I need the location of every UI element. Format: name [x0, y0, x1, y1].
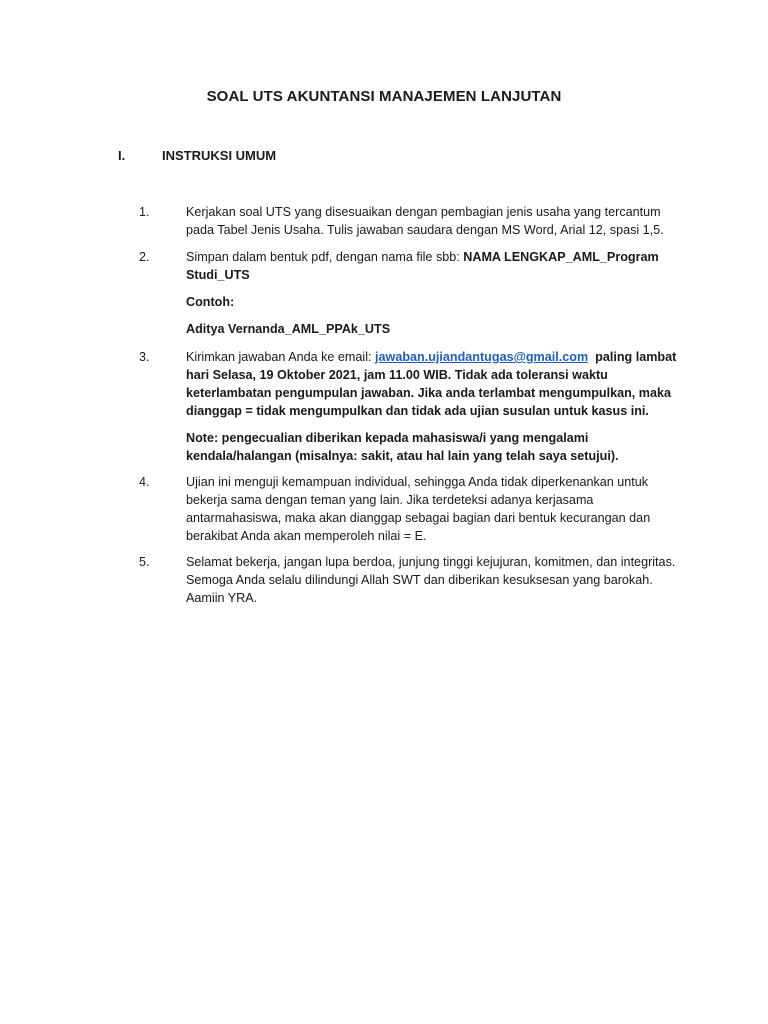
list-item-text: Kerjakan soal UTS yang disesuaikan dengan pembagian jenis usaha yang tercantum pada Tabel Jenis Usaha. Tulis jawaban saudara dengan MS Word, Arial 12, spasi 1,5.: [186, 205, 664, 237]
list-item-number: 4.: [139, 475, 150, 489]
list-item-2: [139, 248, 679, 338]
list-item-3: [139, 348, 679, 465]
document-title: SOAL UTS AKUNTANSI MANAJEMEN LANJUTAN: [206, 88, 562, 105]
filename-format: NAMA LENGKAP_AML_Program Studi_UTS: [186, 250, 659, 282]
list-item-body: [186, 248, 679, 338]
list-item-5: [139, 553, 679, 607]
list-item-number: 2.: [139, 250, 150, 264]
list-item-body: [186, 348, 679, 465]
email-instruction: Kirimkan jawaban Anda ke email:: [186, 350, 376, 364]
list-item-number: 3.: [139, 350, 150, 364]
list-item-number: 1.: [139, 205, 150, 219]
list-item-text: Selamat bekerja, jangan lupa berdoa, junjung tinggi kejujuran, komitmen, dan integritas. Semoga Anda selalu dilindungi Allah SWT dan diberikan kesuksesan yang barokah. Aamiin YRA.: [186, 555, 676, 605]
note-text: Note: pengecualian diberikan kepada mahasiswa/i yang mengalami kendala/halangan (misalnya: sakit, atau hal lain yang telah saya setujui).: [186, 431, 619, 463]
list-item-text: [186, 248, 679, 284]
section-number: I.: [118, 148, 126, 163]
example-filename: Aditya Vernanda_AML_PPAk_UTS: [186, 322, 391, 336]
list-item-text: Ujian ini menguji kemampuan individual, sehingga Anda tidak diperkenankan untuk bekerja sama dengan teman yang lain. Jika terdeteksi adanya kerjasama antarmahasiswa, maka akan dianggap sebagai bagian dari bentuk kecurangan dan berakibat Anda akan memperoleh nilai = E.: [186, 475, 651, 543]
list-item-4: [139, 473, 679, 545]
filename-instruction: Simpan dalam bentuk pdf, dengan nama file sbb:: [186, 250, 464, 264]
list-item-1: [139, 203, 679, 239]
section-heading: [118, 148, 276, 163]
email-link[interactable]: jawaban.ujiandantugas@gmail.com: [375, 350, 589, 364]
list-item-number: 5.: [139, 555, 150, 569]
example-label: Contoh:: [186, 295, 235, 309]
section-title: INSTRUKSI UMUM: [162, 148, 277, 163]
deadline-text: paling lambat hari Selasa, 19 Oktober 2021, jam 11.00 WIB. Tidak ada toleransi waktu keterlambatan pengumpulan jawaban. Jika anda terlambat mengumpulkan, maka dianggap = tidak mengumpulkan dan tidak ada ujian susulan untuk kasus ini.: [186, 350, 677, 418]
list-item-text: [186, 348, 679, 420]
